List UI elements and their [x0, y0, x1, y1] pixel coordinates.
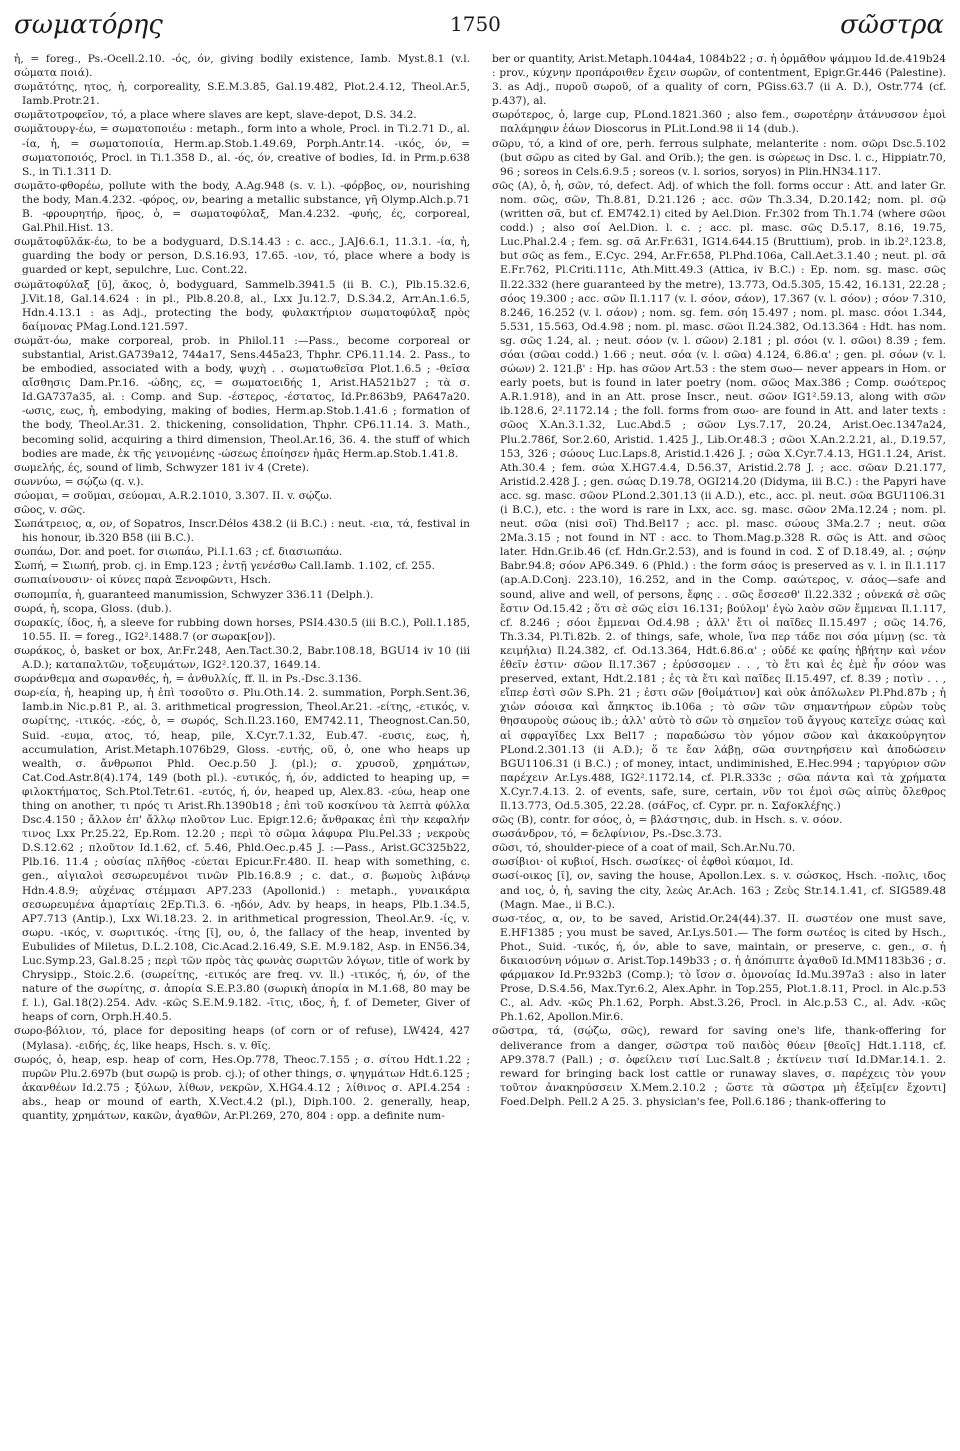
left-column	[14, 52, 470, 1444]
dictionary-entry: σωρ-εία, ἡ, heaping up, ἡ ἐπὶ τοσοῦτο σ. Plu.Oth.14. 2. summation, Porph.Sent.36, Iamb.in Nic.p.81 P., al. 3. arithmetical progression, Theol.Ar.21. -είτης, -ετικός, v. σωρίτης, -ιτικός. -εός, ὁ, = σωρός, Sch.Il.23.160, EM742.11, Theognost.Can.50, Suid. -ευμα, ατος, τό, heap, pile, X.Cyr.7.1.32, Eub.47. -ευσις, εως, ἡ, accumulation, Arist.Metaph.1076b29, Gloss. -ευτής, οῦ, ὁ, one who heaps up wealth, σ. ἄνθρωποι Phld. Oec.p.50 J. (pl.); σ. χρυσοῦ, χρημάτων, Cat.Cod.Astr.8(4).174, 149 (both pl.). -ευτικός, ή, όν, addicted to heaping up, = φιλοκτήματος, Sch.Ptol.Tetr.61. -ευτός, ή, όν, heaped up, Alex.83. -εύω, heap one thing on another, τι πρός τι Arist.Rh.1390b18 ; ἐπὶ τοῦ κοσκίνου τὰ λεπτὰ φύλλα Dsc.4.150 ; ἄλλον ἐπ' ἄλλῳ πλοῦτον Luc. Epigr.12.6; ἄνθρακας ἐπὶ τὴν κεφαλήν τινος Lxx Pr.25.22, Ep.Rom. 12.20 ; περὶ τὸ σῶμα λάφυρα Plu.Pel.33 ; νεκροὺς D.S.12.62 ; πλοῦτον Id.1.62, cf. 5.46, Phld.Oec.p.45 J. :—Pass., Arist.GC325b22, Plb.16. 11.4 ; οὐσίας πλῆθος -εύεται Epicur.Fr.480. II. heap with something, c. gen., αἰγιαλοὶ σεσωρευμένοι τινῶν Plb.16.8.9 ; c. dat., σ. βωμοὺς λιβάνῳ Hdn.4.8.9; αὐχένας στέμμασι AP7.233 (Apollonid.) : metaph., γυναικάρια σεσωρευμένα ἁμαρτίαις 2Ep.Ti.3. 6. -ηδόν, Adv. by heaps, in heaps, Plb.1.34.5, AP7.713 (Antip.), Lxx Wi.18.23. 2. in arithmetical progression, Theol.Ar.9. -ίς, v. σωρυ. -ικός, v. σωριτικός. -ίτης [ῐ], ου, ὁ, the fallacy of the heap, invented by Eubulides of Miletus, D.L.2.108, Cic.Acad.2.16.49, S.E. M.9.182, Asp. in EN56.34, Luc.Symp.23, Gal.8.25 ; περὶ τῶν πρὸς τὰς φωνὰς σωριτῶν λόγων, title of work by Chrysipp., Stoic.2.6. (σωρείτης, -ειτικός are freq. vv. ll.) -ιτικός, ή, όν, of the nature of the σωρίτης, σ. ἀπορία S.E.P.3.80 (σωρικὴ ἀπορία in M.1.68, 80 may be f. l.), Gal.18(2).254. Adv. -κῶς S.E.M.9.182. -ῖτις, ιδος, ἡ, f. of Demeter, Giver of heaps of corn, Orph.H.40.5.	[14, 687, 470, 1024]
dictionary-entry: σωμᾰτο-φθορέω, pollute with the body, A.Ag.948 (s. v. l.). -φόρβος, ον, nourishing the body, Man.4.232. -φόρος, ον, bearing a metallic substance, γῆ Olymp.Alch.p.71 B. -φρουρητήρ, ῆρος, ὁ, = σωματοφύλαξ, Man.4.232. -φυής, ές, corporeal, Gal.Phil.Hist. 13.	[14, 179, 470, 235]
dictionary-entry: σῶς (A), ὁ, ἡ, σῶν, τό, defect. Adj. of which the foll. forms occur : Att. and later Gr. nom. σῶς, σῶν, Th.8.81, D.21.126 ; acc. σῶν Th.3.34, D.20.142; nom. pl. σῷ (written σᾶ, but cf. EM742.1) cited by Ael.Dion. Fr.302 from Th.1.74 (where σῶοι codd.) ; also σοί Ael.Dion. l. c. ; acc. pl. masc. σῶς D.5.17, 8.16, 19.75, Luc.Phal.2.4 ; fem. sg. σᾶ Ar.Fr.631, IG14.644.15 (Bruttium), prob. in ib.2².123.8, but σῶς as fem., E.Cyc. 294, Ar.Fr.658, Pl.Phd.106a, Call.Aet.3.1.40 ; neut. pl. σᾶ E.Fr.762, Pl.Criti.111c, Ath.Mitt.49.3 (Attica, iv B.C.) : Ep. nom. sg. masc. σῶς Il.22.332 (here guaranteed by the metre), 13.773, Od.5.305, 15.42, 16.131, 22.28 ; σόος 19.300 ; acc. σῶν Il.1.117 (v. l. σόον, σάον), 17.367 (v. l. σόον) ; σόον 7.310, 8.246, 16.252 (v. l. σάον) ; nom. sg. fem. σόη 15.497 ; nom. pl. masc. σόοι 1.344, 5.531, 15.563, Od.4.98 ; nom. pl. masc. σῶοι Il.24.382, Od.13.364 : Hdt. has nom. sg. σῶς 1.24, al. ; neut. σόον (v. l. σῶον) 2.181 ; pl. σόοι (v. l. σῶοι) 8.39 ; fem. σόαι (σῶαι codd.) 1.66 ; neut. σόα (v. l. σῶα) 4.124, 6.86.α' ; gen. pl. σόων (v. l. σώων) 2. 121.β' : Hp. has σῶον Art.53 : the stem σωο— never appears in Hom. or early poets, but is found in later poetry (nom. σῶος Max.386 ; Comp. σωότερος A.R.1.918), and in an Att. prose Inscr., neut. σῶον IG1².59.13, along with σῶν ib.128.6, 2².1172.14 ; the foll. forms from σωο- are found in Att. and later texts : σῶος X.An.3.1.32, Luc.Abd.5 ; σῶον Lys.7.17, 20.24, Arist.Oec.1347a24, Plu.2.786f, Sor.2.60, Aristid. 1.425 J., Lib.Or.48.3 ; σῶοι X.An.2.2.21, al., D.19.57, 153, 326 ; σώους Luc.Laps.8, Aristid.1.426 J. ; σῶα X.Cyr.7.4.13, HG1.1.24, Arist. Ath.30.4 ; fem. σώα X.HG7.4.4, D.56.37, Aristid.2.78 J. ; acc. σῶαν D.21.177, Aristid.2.428 J. ; gen. σώας D.19.78, OGI214.20 (Didyma, iii B.C.) : the Papyri have acc. sg. masc. σῶον PLond.2.301.13 (ii A.D.), etc., acc. pl. neut. σῶα BGU1106.31 (i B.C.), etc. : the word is rare in Lxx, acc. sg. masc. σῶον 2Ma.12.24 ; nom. pl. neut. σῶα (nisi σοῖ) Thd.Bel17 ; acc. pl. masc. σώους 3Ma.2.7 ; neut. σῶα 2Ma.3.15 ; not found in NT : acc. to Thom.Mag.p.328 R. σῶς is Att. and σῶος later. Hdn.Gr.ib.46 (cf. Hdn.Gr.2.53), and is found in cod. Σ of D.18.49, al. ; σῴην Babr.94.8; σόον AP6.349. 6 (Phld.) : the form σάος is preserved as v. l. in Il.1.117 (ap.A.D.Conj. 223.10), 16.252, and in the Comp. σαώτερος, v. σάος—safe and sound, alive and well, of persons, ἔφης . . σῶς ἔσσεσθ' Il.22.332 ; οὐνεκά σὲ σῶς ἔστιν Od.15.42 ; ὅτι σὲ σῶς εἰσι 16.131; βούλομ' ἐγὼ λαὸν σῶν ἔμμεναι Il.1.117, cf. 8.246 ; σόοι ἔμμεναι Od.4.98 ; ἀλλ' ἔτι οἱ παῖδες Il.15.497 ; σῶς 14.76, Th.3.34, Pl.Ti.82b. 2. of things, safe, whole, ἵνα περ τάδε ποι σόα μίμνῃ (sc. τὰ κειμήλια) Il.24.382, cf. Od.13.364, Hdt.6.86.α' ; οὐδέ κε φαίης ἡβήτην καὶ νέον ἐθεῖν ἐστιν· σῶον Il.17.367 ; ἐρύσσομεν . . , τὸ ἔτι καὶ ἐς ἐμὲ ἦν σόον was preserved, extant, Hdt.2.181 ; ἐς τὰ ἔτι καὶ παῖδες Il.15.497, cf. 8.39 ; ποτὶν . . , εἴπερ ἐστὶ σῶν S.Ph. 21 ; ἐστι σῶν [θοἰμάτιον] καὶ οὐκ ἀπόλωλεν Pl.Phd.87b ; ἡ χιὼν σόοισα καὶ ἄπηκτος ib.106a ; τὸ σῶν τῶν σημαντήρων εὑρὼν τοὺς θησαυροὺς σώους ib.; ἀλλ' αὐτὸ τὸ σῶν τὸ σημεῖον τοῦ ἄγγους κατεῖχε σώας καὶ αἱ σφραγῖδες Lxx Bel17 ; παραδώσω τὸν γόμον σῶον καὶ ἀκακούργητον PLond.2.301.13 (ii A.D.); ὅ τε ἔαν λάβῃ, σῶα συντηρήσειν καὶ ἀποδώσειν BGU1106.31 (i B.C.) ; of money, intact, undiminished, E.Hec.994 ; ταργύριον σῶν παρέχειν Ar.Lys.488, IG2².1172.14, cf. Pl.R.333c ; σῶα πάντα καὶ τὰ χρήματα X.Cyr.7.4.13. 2. of events, safe, sure, certain, νῦν τοι ἐμοὶ σῶς αἰπὺς ὄλεθρος Il.13.773, Od.5.305, 22.28. (σάFος, cf. Cypr. pr. n. Σαϝοκλέϝης.)	[492, 179, 946, 812]
dictionary-entry: σωσάνδρον, τό, = δελφίνιον, Ps.-Dsc.3.73.	[492, 828, 722, 841]
dictionary-entry: σωπομπία, ἡ, guaranteed manumission, Schwyzer 336.11 (Delph.).	[14, 588, 374, 601]
dictionary-entry: σωσ-τέος, α, ον, to be saved, Aristid.Or.24(44).37. II. σωστέον one must save, E.HF1385 ; you must be saved, Ar.Lys.501.— The form σωτέος is cited by Hsch., Phot., Suid. -τικός, ή, όν, able to save, maintain, or preserve, c. gen., σ. ἡ δικαιοσύνη νόμων σ. Arist.Top.149b33 ; σ. ἡ ἀπόπιπτε ἀγαθοῦ Id.MM1183b36 ; σ. φάρμακον Id.Pr.932b3 (Comp.); τὸ ἴσον σ. ὁμονοίας Id.Mu.397a3 : also in later Prose, D.S.4.56, Max.Tyr.6.2, Alex.Aphr. in Top.255, Plot.1.8.11, Procl. in Alc.p.53 C., al. Adv. -κῶς Ph.1.62, Porph. Abst.3.26, Procl. in Alc.p.53 C., al. Adv. -κῶς Ph.1.62, Apollon.Mir.6.	[492, 912, 946, 1024]
dictionary-entry: σωράκος, ὁ, basket or box, Ar.Fr.248, Aen.Tact.30.2, Babr.108.18, BGU14 iv 10 (iii A.D.); καταπαλτῶν, τοξευμάτων, IG2².120.37, 1649.14.	[14, 644, 470, 672]
dictionary-entry: σωρός, ὁ, heap, esp. heap of corn, Hes.Op.778, Theoc.7.155 ; σ. σίτου Hdt.1.22 ; πυρῶν Plu.2.697b (but σωρῷ is prob. cj.); of other things, σ. ψηγμάτων Hdt.6.125 ; ἀκανθέων Id.2.75 ; ξύλων, λίθων, νεκρῶν, X.HG4.4.12 ; λίθινος σ. API.4.254 : abs., heap or mound of earth, X.Vect.4.2 (pl.), Diph.100. 2. generally, heap, quantity, χρημάτων, κακῶν, ἀγαθῶν, Ar.Pl.269, 270, 804 : opp. a definite num-	[14, 1053, 470, 1123]
dictionary-entry: σωσί-οικος [ῐ], ον, saving the house, Apollon.Lex. s. v. σώσκος, Hsch. -πολις, ιδος and ιος, ὁ, ἡ, saving the city, λεὼς Ar.Ach. 163 ; Ζεὺς Str.14.1.41, cf. SIG589.48 (Magn. Mae., ii B.C.).	[492, 870, 946, 911]
left-running-headword: σωματόρης	[14, 10, 163, 40]
dictionary-entry: σωρά, ἡ, scopa, Gloss. (dub.).	[14, 602, 172, 615]
right-running-headword: σῶστρα	[840, 10, 944, 40]
dictionary-entry: σωμᾰτοτροφεῖον, τό, a place where slaves are kept, slave-depot, D.S. 34.2.	[14, 109, 417, 122]
dictionary-entry: σωπάω, Dor. and poet. for σιωπάω, Pi.I.1.63 ; cf. διασιωπάω.	[14, 546, 343, 559]
dictionary-entry: Σωπάτρειος, α, ον, of Sopatros, Inscr.Délos 438.2 (ii B.C.) : neut. -εια, τά, festival in his honour, ib.320 B58 (iii B.C.).	[14, 518, 470, 545]
dictionary-entry: σωσίβιοι· οἱ κυβιοί, Hsch. σωσίκες· οἱ ἑφθοὶ κύαμοι, Id.	[492, 856, 794, 869]
dictionary-entry: σωμᾰτότης, ητος, ἡ, corporeality, S.E.M.3.85, Gal.19.482, Plot.2.4.12, Theol.Ar.5, Iamb.Protr.21.	[14, 81, 470, 108]
dictionary-entry: σωπιαίνουσιν· οἱ κύνες παρὰ Ξενοφῶντι, Hsch.	[14, 574, 271, 587]
dictionary-entry: σωρο-βόλιον, τό, place for depositing heaps (of corn or of refuse), LW424, 427 (Mylasa). -ειδής, ές, like heaps, Hsch. s. v. θῖς.	[14, 1025, 470, 1052]
dictionary-entry: σωμᾰτοφῠλᾰκ-έω, to be a bodyguard, D.S.14.43 : c. acc., J.AJ6.6.1, 11.3.1. -ία, ἡ, guarding the body or person, D.S.16.93, 17.65. -ιον, τό, place where a body is guarded or kept, sepulchre, Luc. Cont.22.	[14, 236, 470, 277]
dictionary-entry: σωρότερος, ὁ, large cup, PLond.1821.360 ; also fem., σωροτέρην ἀτάνυσσον ἐμοὶ παλάμηφιν ἐάων Dioscorus in PLit.Lond.98 ii 14 (dub.).	[492, 109, 946, 136]
dictionary-entry: σώομαι, = σοῦμαι, σεύομαι, A.R.2.1010, 3.307. II. v. σῴζω.	[14, 489, 333, 502]
dictionary-entry: σῶστρα, τά, (σῴζω, σῶς), reward for saving one's life, thank-offering for deliverance from a danger, σῶστρα τοῦ παιδὸς θύειν [θεοῖς] Hdt.1.118, cf. AP9.378.7 (Pall.) ; σ. ὀφείλειν τισί Luc.Salt.8 ; ἐκτίνειν τισί Id.DMar.14.1. 2. reward for bringing back lost cattle or runaway slaves, σ. παρέχεις τὸν γουν τοῦτον ἀνακηρύσσειν X.Mem.2.10.2 ; ὥστε τὰ σῶστρα μὴ ἐξεῖμ[εν ἔχοντι] Foed.Delph. Pell.2 A 25. 3. physician's fee, Poll.6.186 ; thank-offering to	[492, 1025, 946, 1108]
dictionary-entry: ber or quantity, Arist.Metaph.1044a4, 1084b22 ; σ. ἡ ὁρμᾶθον ψάμμου Id.de.419b24 : prov., κύχνην προπάροιθεν ἔχειν σωρῶν, of contentment, Epigr.Gr.446 (Palestine). 3. as Adj., πυροῦ σωροῦ, of a quality of corn, PGiss.63.7 (ii A. D.), Ostr.774 (cf. p.437), al.	[492, 53, 946, 108]
dictionary-entry: σῶς (B), contr. for σόος, ὁ, = βλάστησις, dub. in Hsch. s. v. σόον.	[492, 814, 843, 827]
dictionary-entry: σῶρυ, τό, a kind of ore, perh. ferrous sulphate, melanterite : nom. σῶρι Dsc.5.102 (but σῶρυ as cited by Gal. and Orib.); the gen. is σώρεως in Dsc. l. c., Hippiatr.70, 96 ; soreos in Cels.6.9.5 ; soreos (v. l. sorios, soryos) in Plin.HN34.117.	[492, 137, 946, 178]
dictionary-entry: Σωπή, = Σιωπή, prob. cj. in Emp.123 ; ἐντῇ γενέσθω Call.Iamb. 1.102, cf. 255.	[14, 560, 436, 573]
dictionary-entry: σωμᾰτουργ-έω, = σωματοποιέω : metaph., form into a whole, Procl. in Ti.2.71 D., al. -ία, ἡ, = σωματοποιία, Herm.ap.Stob.1.49.69, Porph.Antr.14. -ικός, όν, = σωματοποιός, Procl. in Ti.1.358 D., al. -ός, όν, creative of bodies, Id. in Prm.p.638 S., in Ti.1.311 D.	[14, 123, 470, 178]
dictionary-entry: σωρακίς, ίδος, ἡ, a sleeve for rubbing down horses, PSI4.430.5 (iii B.C.), Poll.1.185, 10.55. II. = foreg., IG2².1488.7 (or σωρακ[ον]).	[14, 616, 470, 643]
dictionary-entry: σωμᾰτοφύλαξ [ῠ], ᾰκος, ὁ, bodyguard, Sammelb.3941.5 (ii B. C.), Plb.15.32.6, J.Vit.18, Gal.14.624 : in pl., Plb.8.20.8, al., Lxx Ju.12.7, D.S.34.2, Arr.An.1.6.5, Hdn.4.13.1 : as Adj., protecting the body, φυλακτήριον σωματοφύλαξ πρὸς δαίμονας PMag.Lond.121.597.	[14, 278, 470, 333]
dictionary-entry: σωμελής, ές, sound of limb, Schwyzer 181 iv 4 (Crete).	[14, 461, 310, 474]
page-header	[0, 10, 960, 46]
dictionary-entry: σῶσι, τό, shoulder-piece of a coat of mail, Sch.Ar.Nu.70.	[492, 842, 796, 855]
dictionary-entry: σωννύω, = σῴζω (q. v.).	[14, 475, 144, 488]
dictionary-entry: σωμᾰτ-όω, make corporeal, prob. in Philol.11 :—Pass., become corporeal or substantial, Arist.GA739a12, 744a17, Sens.445a23, Thphr. CP6.11.14. 2. Pass., to be embodied, associated with a body, ψυχὴ . . σωματωθεῖσα Plot.1.6.5 ; -θεῖσα αἴσθησις Dam.Pr.16. -ώδης, ες, = σωματοειδής 1, Arist.HA521b27 ; τὰ σ. Id.GA737a35, al. : Comp. and Sup. -έστερος, -έστατος, Id.Pr.863b9, PA647a20. -ωσις, εως, ἡ, embodying, making of bodies, Herm.ap.Stob.1.41.6 ; formation of the body, Theol.Ar.31. 2. thickening, consolidation, Thphr. CP6.11.14. 3. Math., becoming solid, acquiring a third dimension, Theol.Ar.16, 36. 4. the stuff of which bodies are made, ἐκ τῆς γεινομένης -ώσεως ἐποίησεν ἡμᾶς Herm.ap.Stob.1.41.8.	[14, 334, 470, 460]
dictionary-entry: σωράνθεμα and σωρανθές, ἡ, = ἀνθυλλίς, ff. ll. in Ps.-Dsc.3.136.	[14, 673, 362, 686]
page-number: 1750	[450, 12, 501, 36]
dictionary-entry: ἡ, = foreg., Ps.-Ocell.2.10. -ός, όν, giving bodily existence, Iamb. Myst.8.1 (v.l. σώματα ποιά).	[14, 53, 470, 80]
dictionary-entry: σῶος, v. σῶς.	[14, 504, 86, 516]
right-column	[492, 52, 946, 1444]
